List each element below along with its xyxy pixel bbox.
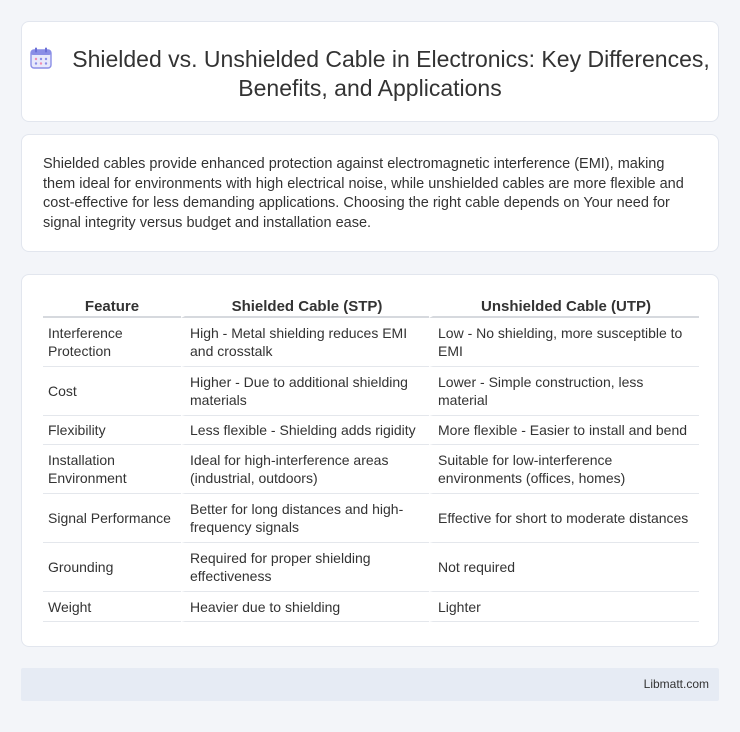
shielded-cell: High - Metal shielding reduces EMI and crosstalk: [181, 318, 429, 367]
shielded-cell: Better for long distances and high-frequency signals: [181, 494, 429, 543]
unshielded-cell: More flexible - Easier to install and bend: [429, 416, 699, 445]
column-header-feature: Feature: [43, 296, 181, 318]
feature-cell: Cost: [43, 367, 181, 416]
footer-bar: [21, 668, 719, 701]
comparison-card: [21, 274, 719, 647]
feature-cell: Installation Environment: [43, 445, 181, 494]
feature-cell: Signal Performance: [43, 494, 181, 543]
unshielded-cell: Effective for short to moderate distances: [429, 494, 699, 543]
table-row: [43, 367, 699, 416]
table-row: [43, 318, 699, 367]
intro-paragraph: Shielded cables provide enhanced protection against electromagnetic interference (EMI), making them ideal for environments with high electrical noise, while unshielded cables are more flexible and cost-effective for less demanding applications. Choosing the right cable depends on Your need for signal integrity versus budget and installation ease.: [43, 156, 684, 231]
shielded-cell: Less flexible - Shielding adds rigidity: [181, 416, 429, 445]
table-row: [43, 445, 699, 494]
shielded-cell: Higher - Due to additional shielding materials: [181, 367, 429, 416]
shielded-cell: Required for proper shielding effectiveness: [181, 543, 429, 592]
page-title-text: Shielded vs. Unshielded Cable in Electronics: Key Differences, Benefits, and Applications: [72, 46, 710, 101]
feature-cell: Interference Protection: [43, 318, 181, 367]
table-row: [43, 416, 699, 445]
shielded-cell: Heavier due to shielding: [181, 592, 429, 622]
unshielded-cell: Low - No shielding, more susceptible to EMI: [429, 318, 699, 367]
column-header-unshielded: Unshielded Cable (UTP): [429, 296, 699, 318]
shielded-cell: Ideal for high-interference areas (industrial, outdoors): [181, 445, 429, 494]
unshielded-cell: Lower - Simple construction, less material: [429, 367, 699, 416]
table-header-row: [43, 296, 699, 318]
intro-card: [21, 134, 719, 252]
feature-cell: Grounding: [43, 543, 181, 592]
unshielded-cell: Lighter: [429, 592, 699, 622]
comparison-table: [43, 296, 699, 622]
footer-site-label: Libmatt.com: [643, 677, 709, 691]
unshielded-cell: Not required: [429, 543, 699, 592]
calendar-icon: [30, 47, 52, 69]
unshielded-cell: Suitable for low-interference environments (offices, homes): [429, 445, 699, 494]
table-row: [43, 592, 699, 622]
column-header-shielded: Shielded Cable (STP): [181, 296, 429, 318]
table-row: [43, 494, 699, 543]
table-row: [43, 543, 699, 592]
page-title: [22, 45, 718, 103]
feature-cell: Flexibility: [43, 416, 181, 445]
feature-cell: Weight: [43, 592, 181, 622]
title-card: [21, 21, 719, 122]
